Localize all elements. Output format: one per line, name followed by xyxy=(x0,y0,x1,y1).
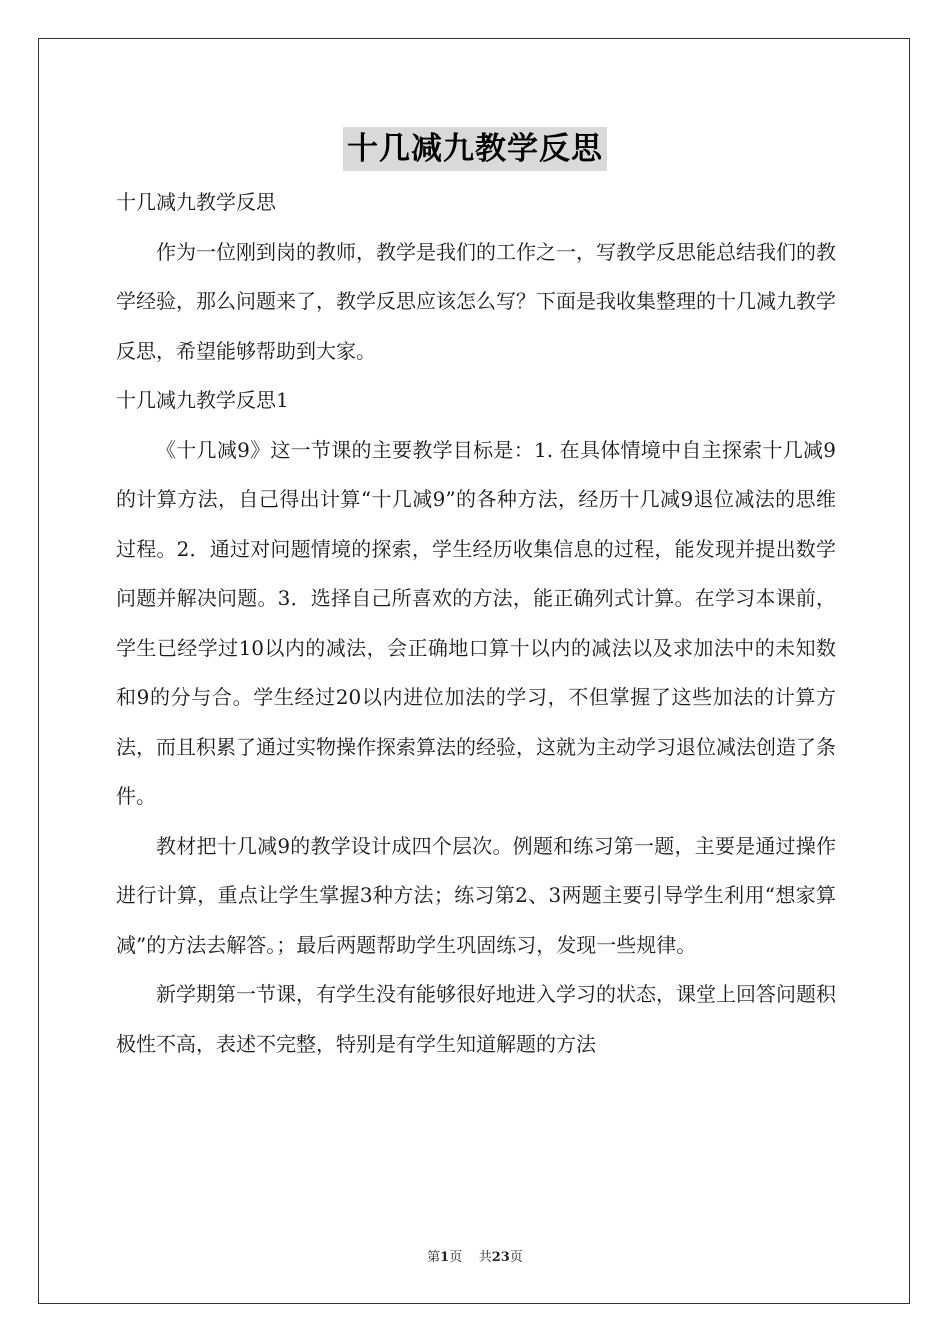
document-body xyxy=(116,178,836,1069)
footer-total-prefix: 共 xyxy=(478,1250,492,1265)
footer-page-suffix: 页 xyxy=(449,1250,463,1265)
footer-page-number: 1 xyxy=(440,1250,450,1265)
paragraph: 十几减九教学反思 xyxy=(116,190,276,214)
footer-total-number: 23 xyxy=(491,1250,510,1265)
paragraph: 《十几减9》这一节课的主要教学目标是：1. 在具体情境中自主探索十几减9的计算方法，自己得出计算“十几减9”的各种方法，经历十几减9退位减法的思维过程。2．通过对问题情境的探索，学生经历收集信息的过程，能发现并提出数学问题并解决问题。3．选择自己所喜欢的方法，能正确列式计算。在学习本课前，学生已经学过10以内的减法，会正确地口算十以内的减法以及求加法中的未知数和9的分与合。学生经过20以内进位加法的学习，不但掌握了这些加法的计算方法，而且积累了通过实物操作探索算法的经验，这就为主动学习退位减法创造了条件。 xyxy=(116,437,836,808)
paragraph: 作为一位刚到岗的教师，教学是我们的工作之一，写教学反思能总结我们的教学经验，那么问题来了，教学反思应该怎么写？下面是我收集整理的十几减九教学反思，希望能够帮助到大家。 xyxy=(116,239,836,363)
paragraph: 十几减九教学反思1 xyxy=(116,388,289,412)
title-container xyxy=(0,127,950,171)
footer-total-suffix: 页 xyxy=(509,1250,523,1265)
page-footer xyxy=(0,1246,950,1265)
paragraph: 新学期第一节课，有学生没有能够很好地进入学习的状态，课堂上回答问题积极性不高，表述不完整，特别是有学生知道解题的方法 xyxy=(116,982,836,1056)
document-title: 十几减九教学反思 xyxy=(343,127,607,171)
paragraph: 教材把十几减9的教学设计成四个层次。例题和练习第一题，主要是通过操作进行计算，重点让学生掌握3种方法；练习第2、3两题主要引导学生利用“想家算减”的方法去解答。；最后两题帮助学生巩固练习，发现一些规律。 xyxy=(116,833,836,957)
footer-page-prefix: 第 xyxy=(427,1250,441,1265)
